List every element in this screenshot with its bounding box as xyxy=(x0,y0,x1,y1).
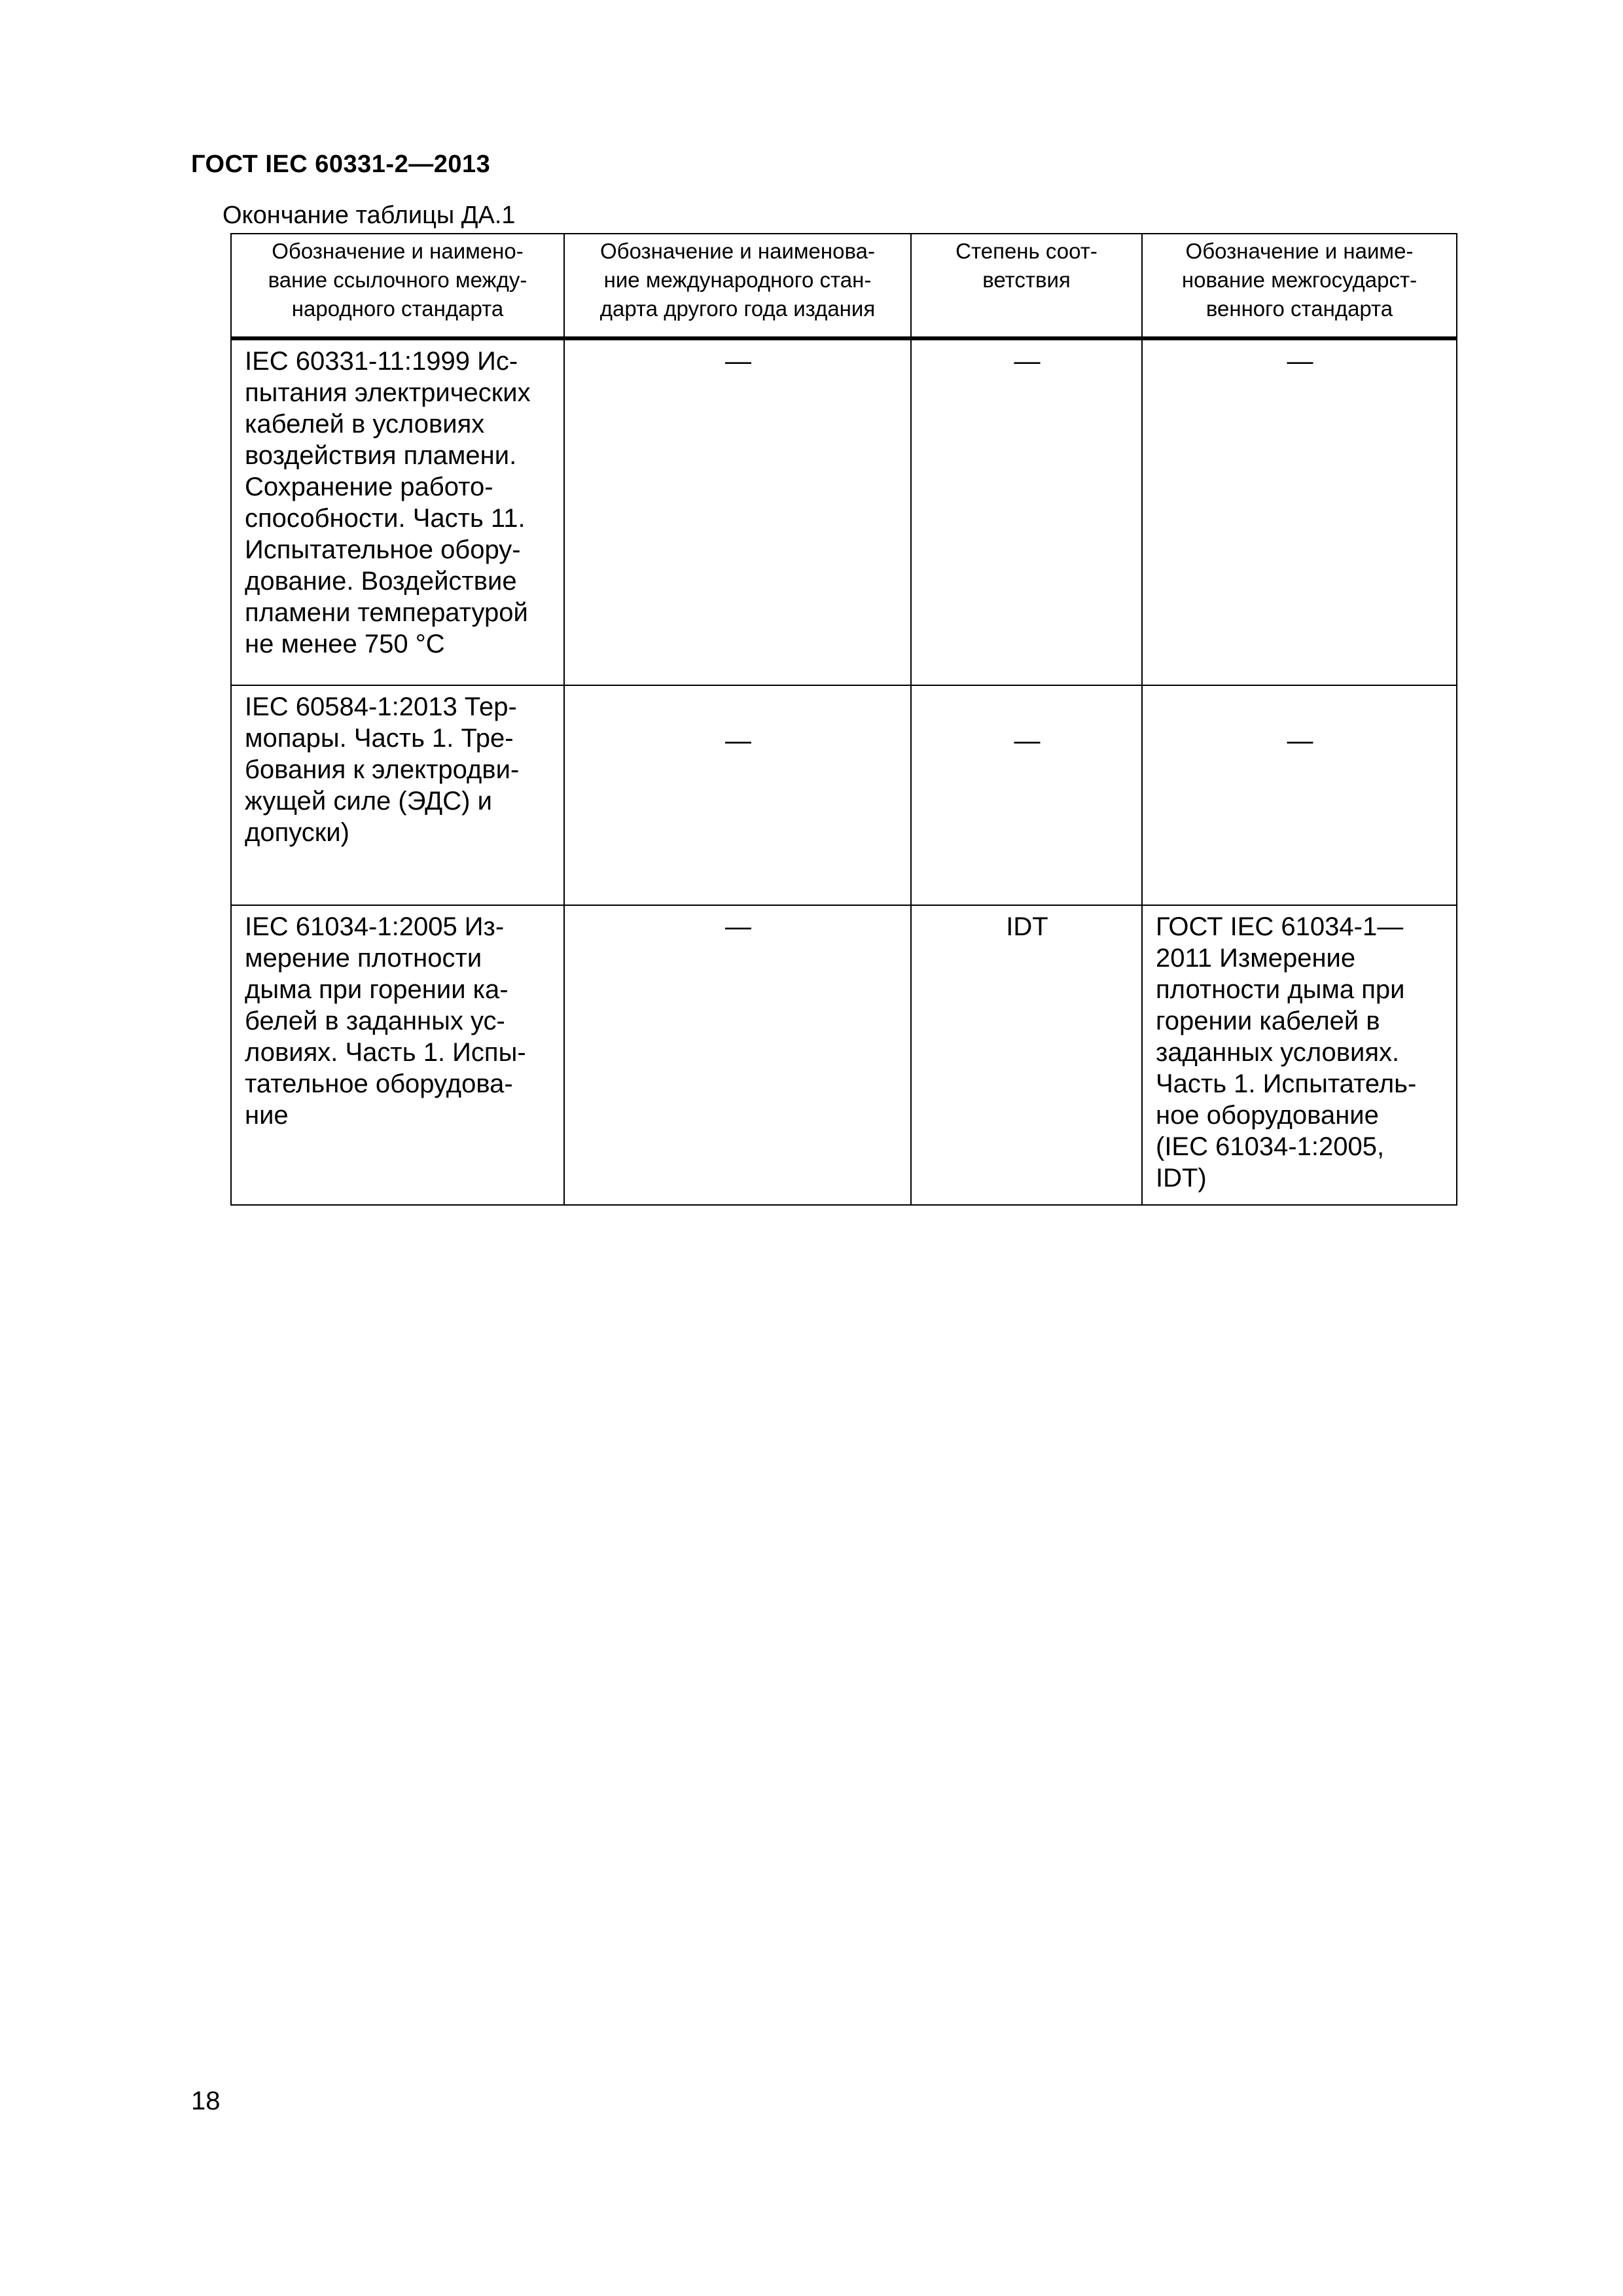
column-header-interstate-standard: Обозначение и наиме- нование межгосударст- венного стандарта xyxy=(1142,234,1457,338)
cell-interstate-standard: ГОСТ IEC 61034-1— 2011 Измерение плотности дыма при горении кабелей в заданных условиях. Часть 1. Испытатель- ное оборудование (IEC 61034-1:2005, IDT) xyxy=(1142,905,1457,1205)
cell-interstate-standard: — xyxy=(1142,685,1457,905)
column-header-other-year-standard: Обозначение и наименова- ние международного стан- дарта другого года издания xyxy=(564,234,911,338)
table-header-row xyxy=(231,234,1457,338)
column-header-conformity: Степень соот- ветствия xyxy=(911,234,1142,338)
table-row xyxy=(231,905,1457,1205)
cell-ref-standard: IEC 61034-1:2005 Из- мерение плотности дыма при горении ка- белей в заданных ус- ловиях. Часть 1. Испы- тательное оборудова- ние xyxy=(231,905,564,1205)
cell-ref-standard: IEC 60331-11:1999 Ис- пытания электрических кабелей в условиях воздействия пламени. Сохранение работо- способности. Часть 11. Испытательное обору- дование. Воздействие пламени температурой не менее 750 °С xyxy=(231,338,564,685)
cell-other-year-standard: — xyxy=(564,685,911,905)
table-row xyxy=(231,338,1457,685)
column-header-ref-standard: Обозначение и наимено- вание ссылочного между- народного стандарта xyxy=(231,234,564,338)
cell-other-year-standard: — xyxy=(564,905,911,1205)
cell-ref-standard: IEC 60584-1:2013 Тер- мопары. Часть 1. Тре- бования к электродви- жущей силе (ЭДС) и допуски) xyxy=(231,685,564,905)
cell-interstate-standard: — xyxy=(1142,338,1457,685)
table-caption: Окончание таблицы ДА.1 xyxy=(223,202,516,229)
cell-other-year-standard: — xyxy=(564,338,911,685)
standards-table xyxy=(230,233,1457,1206)
cell-conformity: — xyxy=(911,338,1142,685)
page-number: 18 xyxy=(191,2087,221,2115)
document-header: ГОСТ IEC 60331-2—2013 xyxy=(191,151,491,178)
cell-conformity: IDT xyxy=(911,905,1142,1205)
cell-conformity: — xyxy=(911,685,1142,905)
table-row xyxy=(231,685,1457,905)
